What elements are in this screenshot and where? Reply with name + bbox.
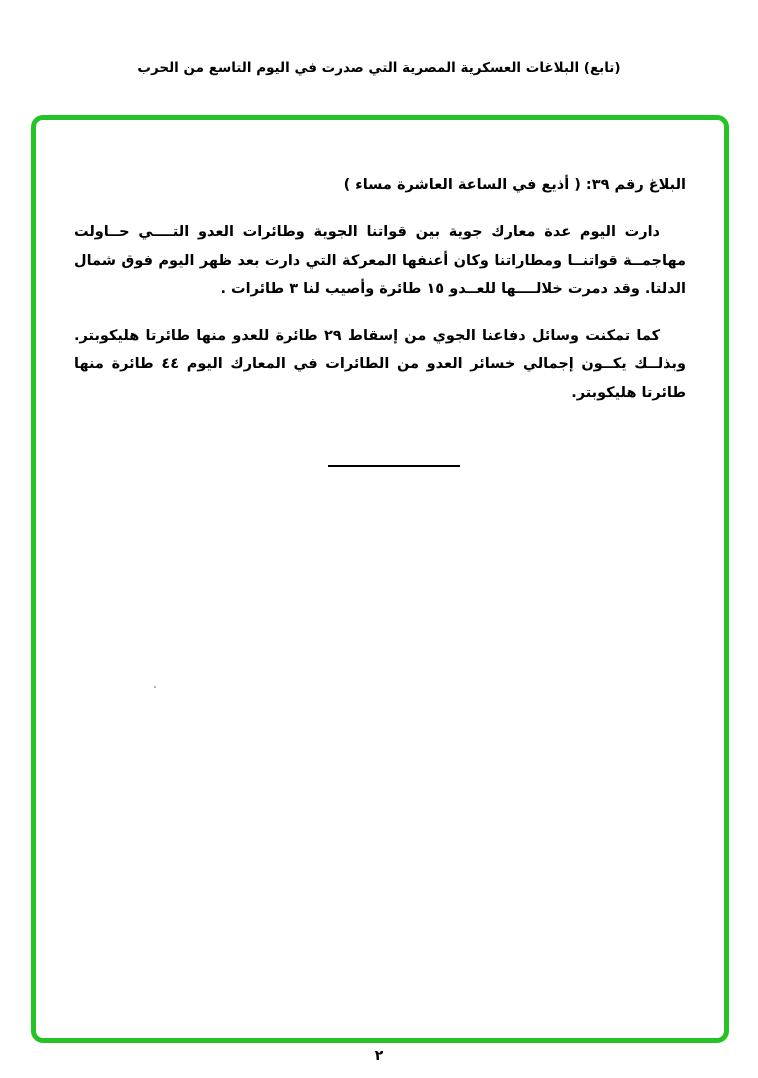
communique-content (36, 120, 724, 467)
communique-border-box (31, 115, 729, 1043)
communique-heading: البلاغ رقم ٣٩: ( أذيع في الساعة العاشرة مساء ) (343, 177, 686, 193)
communique-paragraph-1: دارت اليوم عدة معارك جوية بين قواتنا الجوية وطائرات العدو التــــي حــاولت مهاجمــة قواتنــا ومطاراتنا وكان أعنفها المعركة التي دارت بعد ظهر اليوم فوق شمال الدلتا. وقد دمرت خلالــــها للعــدو ١٥ طائرة وأصيب لنا ٣ طائرات . (74, 224, 686, 297)
communique-paragraph-2: كما تمكنت وسائل دفاعنا الجوي من إسقاط ٢٩ طائرة للعدو منها طائرتا هليكوبتر. وبذلــك يكــون إجمالي خسائر العدو من الطائرات في المعارك اليوم ٤٤ طائرة منها طائرتا هليكوبتر. (74, 327, 686, 401)
page-number: ٢ (374, 1048, 384, 1064)
page-header-title: (تابع) البلاغات العسكرية المصرية التي صدرت في اليوم التاسع من الحرب (137, 60, 621, 76)
section-divider (328, 465, 460, 467)
scan-artifact-dot (154, 686, 156, 688)
